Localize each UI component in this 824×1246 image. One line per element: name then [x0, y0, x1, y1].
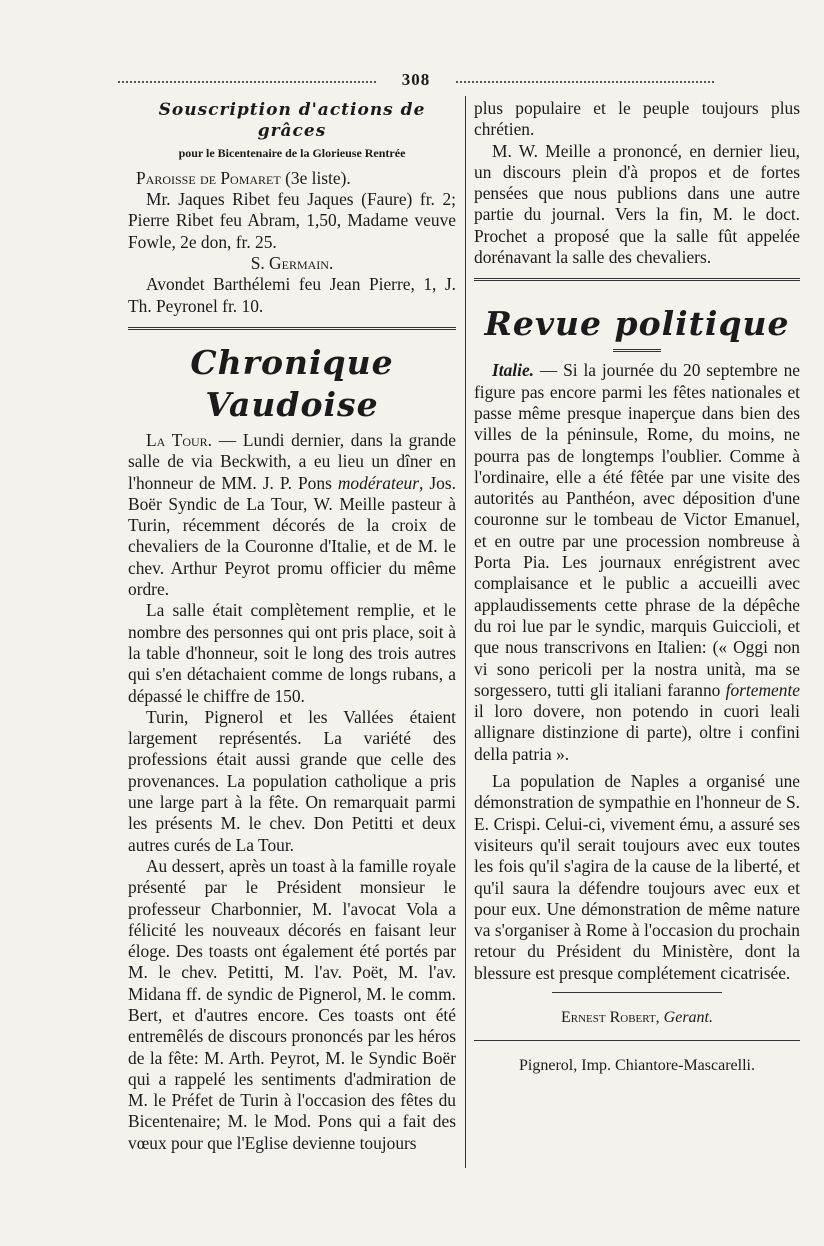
country-lead: Italie.	[492, 360, 535, 381]
subscription-title: Souscription d'actions de grâces	[158, 100, 426, 142]
header-rule-right	[456, 81, 714, 83]
left-column	[128, 98, 456, 1154]
gerant-line	[474, 1007, 800, 1028]
column-divider	[465, 96, 466, 1168]
title-ornament-rule	[613, 349, 661, 352]
parish-pomaret-heading	[128, 168, 456, 189]
parish-pomaret-text: Mr. Jaques Ribet feu Jaques (Faure) fr. 2; Pierre Ribet feu Abram, 1,50, Madame veuve Fowle, 2e don, fr. 25.	[128, 189, 456, 252]
parish-pomaret-note: (3e liste).	[285, 167, 351, 188]
gerant-name: Ernest Robert,	[560, 1008, 660, 1026]
chronicle-title: Chronique Vaudoise	[190, 342, 394, 424]
printer-rule	[474, 1040, 800, 1041]
politics-paragraph-naples: La population de Naples a organisé une démonstration de sympathie en l'honneur de S. E. Crispi. Celui-ci, vivement ému, a assuré ses visiteurs qu'il serait toujours avec eux toutes les fois qu'il s'agira de la cause de la liberté, et qu'il saura la défendre toujours avec eux et pour eux. Une démonstration de même nature va s'organiser à Rome à l'occasion du prochain retour du Président du Ministère, dont la blessure est presque complétement cicatrisée.	[474, 771, 800, 983]
chronicle-paragraph-1	[128, 430, 456, 600]
chronicle-continuation: plus populaire et le peuple toujours plus chrétien.	[474, 98, 800, 140]
printer-line: Pignerol, Imp. Chiantore-Mascarelli.	[519, 1057, 755, 1075]
section-rule-right	[474, 278, 800, 281]
politics-p6-text-b: il loro dovere, non potendo in cuori leali allignare distinzione di parte), oltre i confini della patria ».	[474, 701, 800, 764]
chronicle-p1-text-b: , Jos. Boër Syndic de La Tour, W. Meille pasteur à Turin, récemment décorés de la croix de chevaliers de la Couronne d'Italie, et de M. le chev. Arthur Peyrot promu officier du même ordre.	[128, 472, 456, 600]
gerant-role: Gerant.	[663, 1008, 713, 1026]
subscription-subtitle: pour le Bicentenaire de la Glorieuse Rentrée	[178, 145, 406, 160]
parish-germain-name: S. Germain.	[250, 253, 334, 274]
parish-germain-text: Avondet Barthélemi feu Jean Pierre, 1, J. Th. Peyronel fr. 10.	[128, 274, 456, 316]
chronicle-paragraph-2: La salle était complètement remplie, et le nombre des personnes qui ont pris place, soit à la table d'honneur, soit le long des trois autres qui s'en détachaient comme de longs rubans, a dépassé le chiffre de 150.	[128, 600, 456, 706]
chronicle-paragraph-4: Au dessert, après un toast à la famille royale présenté par le Président monsieur le professeur Charbonnier, M. l'avocat Vola a félicité les nouveaux décorés en faisant leur éloge. Des toasts ont également été portés par M. le chev. Petitti, M. l'av. Poët, M. l'av. Midana ff. de syndic de Pignerol, M. le comm. Bert, et d'autres encore. Ces toasts ont été entremêlés de discours prononcés par les héros de la fête: M. Arth. Peyrot, M. le Syndic Boër qui a rappelé les sentiments d'admiration de M. le Préfet de Turin à l'occasion des fêtes du Bicentenaire; M. le Mod. Pons qui a fait des vœux pour que l'Eglise devienne toujours	[128, 855, 456, 1153]
politics-title: Revue politique	[484, 304, 790, 344]
gerant-rule	[552, 992, 722, 993]
politics-p6-italic: fortemente	[725, 679, 800, 700]
place-name: La Tour.	[146, 429, 213, 450]
chronicle-paragraph-3: Turin, Pignerol et les Vallées étaient largement représentés. La variété des professions était aussi grande que celle des provenances. La population catholique a pris une large part à la fête. On remarquait parmi les présents M. le chev. Don Petitti et deux autres curés de La Tour.	[128, 706, 456, 855]
header-rule-left	[118, 81, 376, 83]
running-header	[118, 70, 714, 92]
chronicle-p1-italic: modérateur	[337, 472, 420, 493]
section-rule	[128, 327, 456, 330]
politics-p6-text-a: — Si la journée du 20 septembre ne figure pas encore parmi les fêtes nationales et passe même presque inaperçue dans bien des villes de la péninsule, Rome, du moins, ne pourra pas de longtemps l'oublier. Comme à l'ordinaire, elle a été fêtée par une visite des autorités au Panthéon, avec déposition d'une couronne sur le tombeau de Victor Emanuel, et en outre par une procession nombreuse à Porta Pia. Les journaux enrégistrent avec complaisance et le public a accueilli avec applaudissements cette phrase de la dépêche du roi lue par le syndic, marquis Guiccioli, et que nous transcrivons en Italien: (« Oggi non vi sono pericoli per la nostra unità, ma se sorgessero, tutti gli italiani faranno	[474, 360, 800, 700]
chronicle-paragraph-5: M. W. Meille a prononcé, en dernier lieu, un discours plein d'à propos et de fortes pensées que nous publions dans une autre partie du journal. Vers la fin, M. le doct. Prochet a proposé que la salle fût appelée dorénavant la salle des chevaliers.	[474, 140, 800, 268]
page-number: 308	[401, 70, 431, 89]
chronicle-p1-text-a: — Lundi dernier, dans la grande salle de via Beckwith, a eu lieu un dîner en l'honneur de MM. J. P. Pons	[128, 429, 456, 493]
parish-pomaret-name: Paroisse de Pomaret	[136, 167, 281, 188]
politics-paragraph-italy	[474, 360, 800, 765]
right-column	[474, 98, 800, 1077]
